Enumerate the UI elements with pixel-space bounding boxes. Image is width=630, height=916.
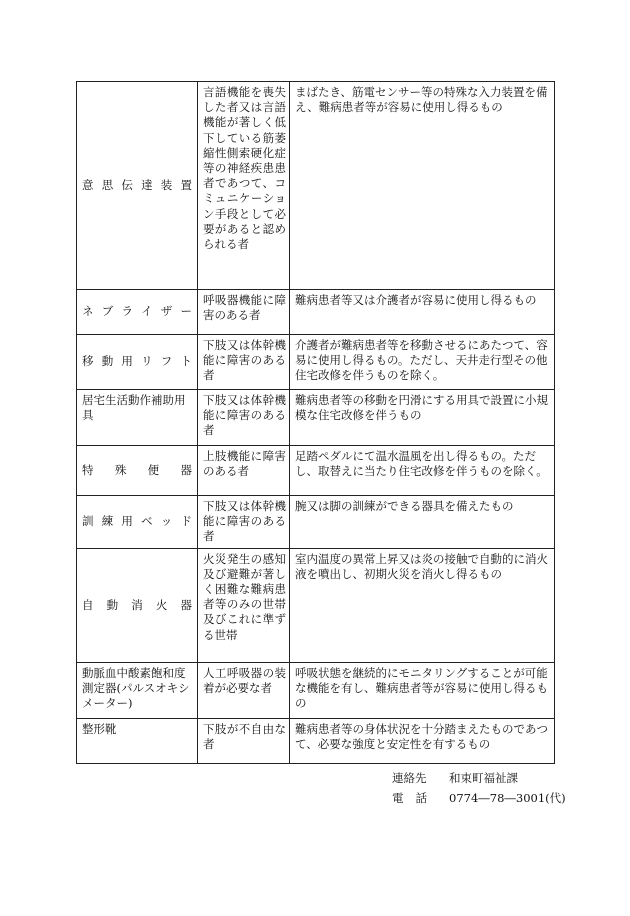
contact-row [392,768,566,788]
condition-cell: 難病患者等の身体状況を十分踏まえたものであつて、必要な強度と安定性を有するもの [290,718,555,763]
contact-value: 和束町福祉課 [449,771,518,785]
table-row [77,290,555,335]
eligibility-cell: 呼吸器機能に障害のある者 [198,290,290,335]
phone-value: 0774―78―3001(代) [449,791,566,805]
table-row [77,82,555,290]
condition-cell: 呼吸状態を継続的にモニタリングすることが可能な機能を有し、難病患者等が容易に使用し得るもの [290,662,555,718]
device-name: ネブライザー [82,304,192,319]
device-name: 居宅生活動作補助用具 [82,393,186,423]
equipment-table [76,81,555,764]
device-name: 整形靴 [82,721,117,736]
condition-cell: 介護者が難病患者等を移動させるにあたつて、容易に使用し得るもの。ただし、天井走行型その他住宅改修を伴うものを除く。 [290,335,555,390]
device-name: 特殊便器 [82,462,192,477]
condition-cell: 腕又は脚の訓練ができる器具を備えたもの [290,496,555,549]
eligibility-cell: 人工呼吸器の装着が必要な者 [198,662,290,718]
table-row [77,548,555,662]
device-name: 自動消火器 [82,597,192,612]
device-name: 移動用リフト [82,354,192,369]
eligibility-cell: 上肢機能に障害のある者 [198,446,290,496]
table-row [77,390,555,446]
eligibility-cell: 下肢又は体幹機能に障害のある者 [198,496,290,549]
contact-footer [392,768,566,808]
eligibility-cell: 下肢が不自由な者 [198,718,290,763]
condition-cell: 難病患者等又は介護者が容易に使用し得るもの [290,290,555,335]
eligibility-cell: 言語機能を喪失した者又は言語機能が著しく低下している筋萎縮性側索硬化症等の神経疾患患者であつて、コミュニケーション手段として必要があると認められる者 [198,82,290,290]
eligibility-cell: 下肢又は体幹機能に障害のある者 [198,390,290,446]
condition-cell: 室内温度の異常上昇又は炎の接触で自動的に消火液を噴出し、初期火災を消火し得るもの [290,548,555,662]
table-row [77,662,555,718]
device-name: 訓練用ベッド [82,514,192,529]
condition-cell: 足踏ペダルにて温水温風を出し得るもの。ただし、取替えに当たり住宅改修を伴うものを除く。 [290,446,555,496]
table-row [77,335,555,390]
eligibility-cell: 下肢又は体幹機能に障害のある者 [198,335,290,390]
table-row [77,496,555,549]
condition-cell: 難病患者等の移動を円滑にする用具で設置に小規模な住宅改修を伴うもの [290,390,555,446]
device-name: 意思伝達装置 [82,177,192,192]
device-name: 動脈血中酸素飽和度測定器(パルスオキシメーター) [82,665,190,711]
phone-label: 電話 [392,791,439,805]
eligibility-cell: 火災発生の感知及び避難が著しく困難な難病患者等のみの世帯及びこれに準ずる世帯 [198,548,290,662]
table-row [77,718,555,763]
condition-cell: まばたき、筋電センサー等の特殊な入力装置を備え、難病患者等が容易に使用し得るもの [290,82,555,290]
table-row [77,446,555,496]
contact-label: 連絡先 [392,771,427,785]
document-page [76,81,554,764]
phone-row [392,788,566,808]
